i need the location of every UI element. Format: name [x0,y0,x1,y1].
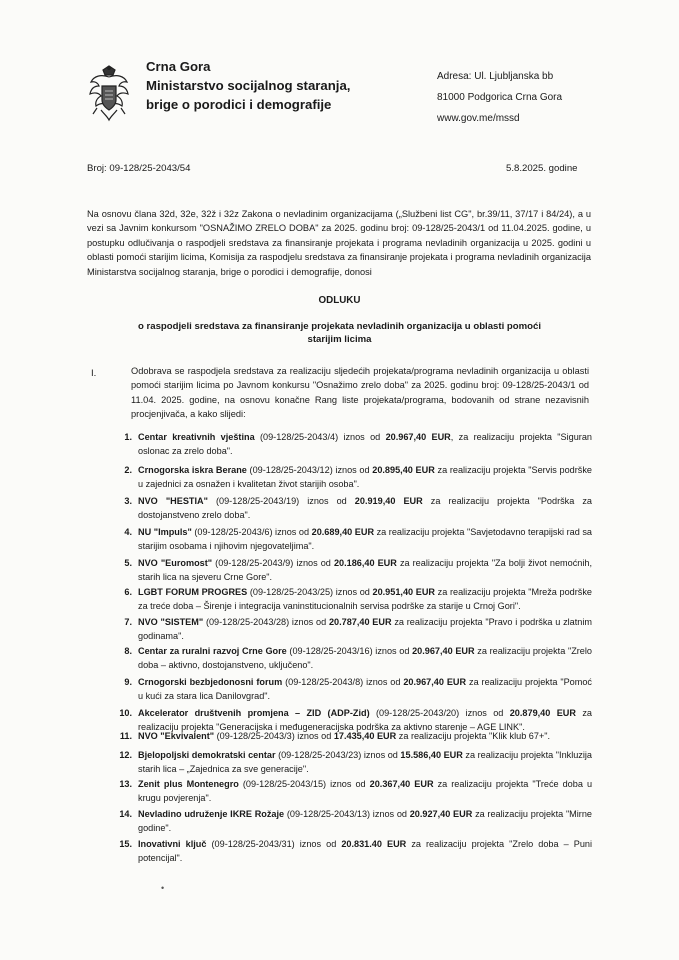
allocation-reference: (09-128/25-2043/16) iznos od [286,646,413,656]
allocation-item-text [138,463,592,491]
allocation-project: za realizaciju projekta "Zrelo doba – aktivno, dostojanstveno, uključeno". [138,646,592,670]
allocation-amount: 15.586,40 EUR [400,750,463,760]
allocation-amount: 20.186,40 EUR [333,558,397,568]
allocation-org-name: Centar za ruralni razvoj Crne Gore [138,646,287,656]
allocation-item-number: 15. [119,839,132,849]
allocation-org-name: Crnogorski bezbjedonosni forum [138,677,283,687]
section-number: I. [91,368,97,379]
allocation-item-number: 3. [124,496,132,506]
allocation-project: za realizaciju projekta "Klik klub 67+". [396,731,551,741]
allocation-amount: 20.367,40 EUR [369,779,434,789]
allocation-org-name: NVO "Ekvivalent" [138,731,215,741]
allocation-item-text [138,525,592,553]
allocation-item-text [138,585,592,613]
allocation-item-text [138,556,592,584]
allocation-item-text [138,837,592,865]
allocation-item-number: 9. [124,677,132,687]
allocation-reference: (09-128/25-2043/20) iznos od [369,708,510,718]
decision-subtitle-line-2: starijim licima [307,334,372,345]
allocation-item-number: 2. [124,465,132,475]
allocation-amount: 20.689,40 EUR [311,527,375,537]
allocation-project: za realizaciju projekta "Pravo i podrška u zlatnim godinama". [138,617,592,641]
intro-paragraph: Na osnovu člana 32d, 32e, 32ž i 32z Zakona o nevladinim organizacijama („Službeni list CG", br.39/11, 37/17 i 84/24), a u vezi sa Javnim konkursom "OSNAŽIMO ZRELO DOBA" za 2025. godinu broj: 09-128/25-2043/1 od 11.04.2025. godine, u postupku odlučivanja o raspodjeli sredstava za finansiranje projekata i programa nevladinih organizacija u 2025. godini u oblasti pomoći starijim licima, Komisija za raspodjelu sredstava za finansiranje projekata i programa nevladinih organizacija Ministarstva socijalnog staranja, brige o porodici i demografije, donosi [87,209,591,277]
allocation-reference: (09-128/25-2043/4) iznos od [254,432,386,442]
allocation-project: za realizaciju projekta "Savjetodavno terapijski rad sa starijim osobama i njihovim njegovateljima". [138,527,592,551]
allocation-item-text [138,777,592,805]
allocation-project: za realizaciju projekta "Treće doba u krugu povjerenja". [138,779,593,803]
address-city: 81000 Podgorica Crna Gora [437,92,563,103]
allocation-item-text [138,807,592,835]
allocation-amount: 20.967,40 EUR [403,677,467,687]
decision-subtitle [0,320,679,346]
address-street: Adresa: Ul. Ljubljanska bb [437,71,554,82]
allocation-org-name: Crnogorska iskra Berane [138,465,247,475]
allocation-project: za realizaciju projekta "Servis podrške u zajednici za osnažen i kvalitetan život starijih osoba". [138,465,592,489]
allocation-reference: (09-128/25-2043/8) iznos od [282,677,404,687]
allocation-org-name: Nevladino udruženje IKRE Rožaje [138,809,285,819]
allocation-project: za realizaciju projekta "Inkluzija starih lica – „Zajednica za sve generacije". [138,750,592,774]
allocation-org-name: Inovativni ključ [138,839,207,849]
allocation-amount: 20.951,40 EUR [372,587,436,597]
allocation-item-text [138,729,592,743]
allocation-amount: 20.927,40 EUR [409,809,473,819]
allocation-reference: (09-128/25-2043/12) iznos od [246,465,373,475]
allocation-item-text [138,644,592,672]
allocation-reference: (09-128/25-2043/28) iznos od [203,617,329,627]
allocation-reference: (09-128/25-2043/31) iznos od [206,839,342,849]
allocation-reference: (09-128/25-2043/9) iznos od [212,558,334,568]
allocation-org-name: NU "Impuls" [138,527,192,537]
allocation-amount: 20.831.40 EUR [341,839,407,849]
allocation-project: , za realizaciju projekta "Siguran oslonac za zrelo doba". [138,432,592,456]
allocation-amount: 20.879,40 EUR [509,708,576,718]
allocation-reference: (09-128/25-2043/13) iznos od [284,809,410,819]
allocation-item-number: 6. [124,587,132,597]
allocation-org-name: NVO "Euromost" [138,558,213,568]
allocation-item-number: 13. [119,779,132,789]
allocation-org-name: NVO "HESTIA" [138,496,208,506]
allocation-item-text [138,615,592,643]
allocation-project: za realizaciju projekta "Podrška za dostojanstveno zrelo doba". [138,496,592,520]
document-number: Broj: 09-128/25-2043/54 [87,163,191,174]
ministry-address [437,66,562,129]
allocation-org-name: Centar kreativnih vještina [138,432,255,442]
org-line-country: Crna Gora [146,59,211,74]
allocation-item-number: 7. [124,617,132,627]
allocation-reference: (09-128/25-2043/15) iznos od [238,779,370,789]
allocation-item-number: 11. [119,731,132,741]
allocation-org-name: Zenit plus Montenegro [138,779,239,789]
allocation-org-name: NVO "SISTEM" [138,617,204,627]
ministry-name [146,57,350,114]
allocation-item-number: 1. [124,432,132,442]
allocation-item-number: 4. [124,527,132,537]
allocation-amount: 20.967,40 EUR [385,432,451,442]
allocation-item-number: 10. [119,708,132,718]
allocation-reference: (09-128/25-2043/19) iznos od [207,496,355,506]
decision-title: ODLUKU [318,295,361,306]
allocation-project: za realizaciju projekta "Zrelo doba – Puni potencijal". [138,839,593,863]
document-date: 5.8.2025. godine [506,163,578,174]
allocation-item-text [138,430,592,458]
decision-subtitle-line-1: o raspodjeli sredstava za finansiranje projekata nevladinih organizacija u oblasti pomoći [137,321,542,332]
allocation-project: za realizaciju projekta "Mreža podrške za treće doba – Širenje i integracija vaninstitucionalnih servisa podrške za starije u Crnoj Gori". [138,587,592,611]
scan-mark: • [161,883,165,893]
allocation-amount: 20.787,40 EUR [328,617,392,627]
allocation-project: za realizaciju projekta "Mirne godine". [138,809,592,833]
allocation-reference: (09-128/25-2043/23) iznos od [275,750,401,760]
section-text: Odobrava se raspodjela sredstava za realizaciju sljedećih projekata/programa nevladinih organizacija u oblasti pomoći starijim licima po Javnom konkursu "Osnažimo zrelo doba" za 2025. godinu broj: 09-128/25-2043/1 od 11.04. 2025. godine, na osnovu konačne Rang liste projekata/programa, bodovanih od strane nezavisnih procjenjivača, a kako slijedi: [131,366,589,419]
allocation-amount: 20.919,40 EUR [354,496,423,506]
allocation-amount: 17.435,40 EUR [333,731,397,741]
address-website: www.gov.me/mssd [437,113,520,124]
allocation-reference: (09-128/25-2043/25) iznos od [247,587,373,597]
allocation-org-name: LGBT FORUM PROGRES [138,587,248,597]
allocation-project: za realizaciju projekta "Za bolji život nemoćnih, starih lica na sjeveru Crne Gore". [138,558,592,582]
allocation-amount: 20.967,40 EUR [412,646,475,656]
allocation-amount: 20.895,40 EUR [372,465,435,475]
allocation-item-number: 14. [119,809,132,819]
allocation-reference: (09-128/25-2043/6) iznos od [191,527,312,537]
allocation-item-text [138,748,592,776]
allocation-item-number: 5. [124,558,132,568]
org-line-ministry: Ministarstvo socijalnog staranja, [146,78,351,93]
allocation-item-number: 8. [124,646,132,656]
allocation-item-text [138,675,592,703]
montenegro-coat-of-arms-icon [87,64,131,122]
allocation-project: za realizaciju projekta "Generacijska i međugeneracijska podrška za aktivno starenje – AGE LINK". [138,708,592,732]
allocation-org-name: Bjelopoljski demokratski centar [138,750,276,760]
allocation-item-text [138,494,592,522]
allocation-item-number: 12. [119,750,132,760]
allocation-project: za realizaciju projekta "Pomoć u kući za stara lica Danilovgrad". [138,677,592,701]
org-line-ministry-cont: brige o porodici i demografije [146,97,332,112]
allocation-reference: (09-128/25-2043/3) iznos od [214,731,334,741]
allocation-org-name: Akcelerator društvenih promjena – ZID (ADP-Zid) [138,708,370,718]
